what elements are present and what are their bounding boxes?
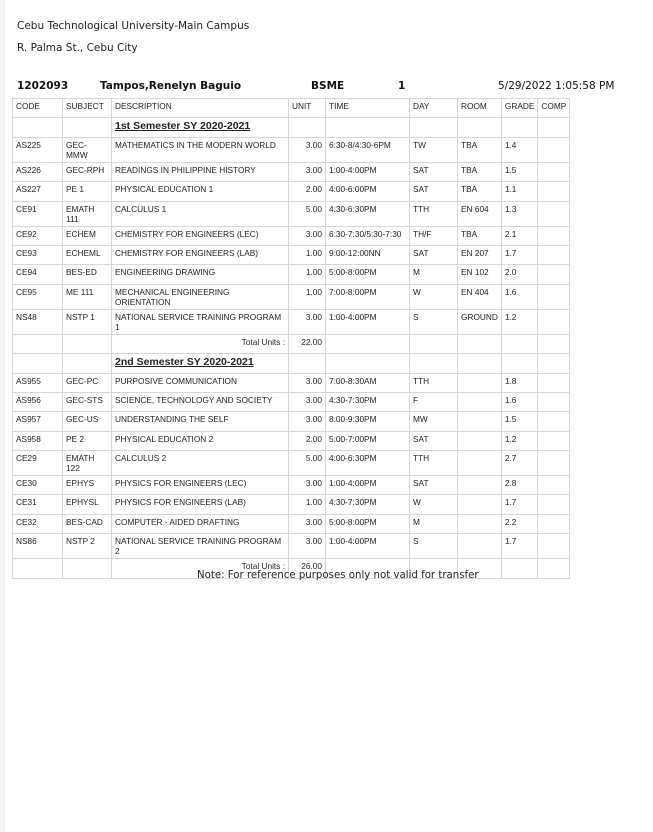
cell-day: TH/F <box>410 226 458 245</box>
col-description: DESCRIPTION <box>112 99 289 118</box>
table-row <box>13 431 570 450</box>
empty-cell <box>538 559 570 578</box>
cell-unit: 3.00 <box>289 392 326 411</box>
empty-cell <box>458 334 502 353</box>
cell-code: AS956 <box>13 392 63 411</box>
table-row <box>13 182 570 201</box>
cell-subject: BES-ED <box>63 265 112 284</box>
cell-grade: 2.1 <box>501 226 538 245</box>
student-name: Tampos,Renelyn Baguio <box>100 80 242 92</box>
cell-time: 7:00-8:30AM <box>326 373 410 392</box>
cell-description: CALCULUS 1 <box>112 201 289 226</box>
empty-cell <box>13 354 63 373</box>
cell-time: 1:00-4:00PM <box>326 534 410 559</box>
cell-description: PHYSICAL EDUCATION 1 <box>112 182 289 201</box>
col-unit: UNIT <box>289 99 326 118</box>
cell-day: SAT <box>410 476 458 495</box>
cell-description: MATHEMATICS IN THE MODERN WORLD <box>112 137 289 162</box>
table-header-row <box>13 99 570 118</box>
cell-subject: ME 111 <box>63 284 112 309</box>
cell-subject: PE 1 <box>63 182 112 201</box>
table-row <box>13 309 570 334</box>
cell-comp <box>538 373 570 392</box>
cell-description: READINGS IN PHILIPPINE HISTORY <box>112 162 289 181</box>
cell-room: TBA <box>458 162 502 181</box>
cell-room <box>458 451 502 476</box>
cell-unit: 3.00 <box>289 137 326 162</box>
table-row <box>13 201 570 226</box>
cell-room <box>458 495 502 514</box>
table-row <box>13 534 570 559</box>
cell-room: GROUND <box>458 309 502 334</box>
cell-unit: 3.00 <box>289 226 326 245</box>
cell-room: EN 207 <box>458 245 502 264</box>
table-row <box>13 265 570 284</box>
cell-description: PHYSICS FOR ENGINEERS (LAB) <box>112 495 289 514</box>
cell-day: M <box>410 514 458 533</box>
cell-subject: NSTP 1 <box>63 309 112 334</box>
cell-time: 4:30-7:30PM <box>326 392 410 411</box>
cell-time: 5:00-7:00PM <box>326 431 410 450</box>
cell-day: W <box>410 495 458 514</box>
table-row <box>13 162 570 181</box>
cell-day: S <box>410 534 458 559</box>
cell-comp <box>538 431 570 450</box>
cell-code: CE31 <box>13 495 63 514</box>
table-row <box>13 226 570 245</box>
cell-day: S <box>410 309 458 334</box>
empty-cell <box>63 118 112 137</box>
semester-heading-row <box>13 118 570 137</box>
cell-grade: 1.7 <box>501 495 538 514</box>
cell-room <box>458 514 502 533</box>
cell-grade: 1.3 <box>501 201 538 226</box>
print-timestamp: 5/29/2022 1:05:58 PM <box>498 80 615 92</box>
cell-code: CE92 <box>13 226 63 245</box>
cell-comp <box>538 182 570 201</box>
total-units-label: Total Units : <box>112 334 289 353</box>
cell-unit: 3.00 <box>289 476 326 495</box>
cell-description: CALCULUS 2 <box>112 451 289 476</box>
empty-cell <box>410 354 458 373</box>
empty-cell <box>410 118 458 137</box>
cell-description: NATIONAL SERVICE TRAINING PROGRAM 1 <box>112 309 289 334</box>
cell-comp <box>538 309 570 334</box>
cell-grade: 1.4 <box>501 137 538 162</box>
cell-day: TTH <box>410 373 458 392</box>
cell-day: SAT <box>410 182 458 201</box>
cell-time: 4:30-6:30PM <box>326 201 410 226</box>
empty-cell <box>326 118 410 137</box>
total-units-value: 26.00 <box>289 559 326 578</box>
empty-cell <box>289 354 326 373</box>
empty-cell <box>13 334 63 353</box>
cell-time: 8:00-9:30PM <box>326 412 410 431</box>
cell-day: TTH <box>410 451 458 476</box>
cell-unit: 5.00 <box>289 201 326 226</box>
cell-comp <box>538 265 570 284</box>
cell-time: 6:30-7:30/5:30-7:30 <box>326 226 410 245</box>
cell-time: 4:00-6:00PM <box>326 182 410 201</box>
empty-cell <box>538 334 570 353</box>
cell-grade: 1.6 <box>501 284 538 309</box>
cell-subject: EMATH 122 <box>63 451 112 476</box>
cell-day: SAT <box>410 431 458 450</box>
cell-day: SAT <box>410 245 458 264</box>
empty-cell <box>501 559 538 578</box>
cell-code: AS227 <box>13 182 63 201</box>
table-row <box>13 476 570 495</box>
cell-day: W <box>410 284 458 309</box>
cell-time: 1:00-4:00PM <box>326 162 410 181</box>
empty-cell <box>501 334 538 353</box>
table-row <box>13 137 570 162</box>
cell-comp <box>538 534 570 559</box>
cell-code: AS955 <box>13 373 63 392</box>
cell-room: EN 102 <box>458 265 502 284</box>
col-comp: COMP <box>538 99 570 118</box>
cell-unit: 1.00 <box>289 495 326 514</box>
cell-subject: EMATH 111 <box>63 201 112 226</box>
cell-subject: GEC-RPH <box>63 162 112 181</box>
cell-comp <box>538 451 570 476</box>
table-row <box>13 392 570 411</box>
table-row <box>13 514 570 533</box>
cell-subject: ECHEM <box>63 226 112 245</box>
cell-comp <box>538 162 570 181</box>
empty-cell <box>538 354 570 373</box>
empty-cell <box>13 559 63 578</box>
cell-day: M <box>410 265 458 284</box>
empty-cell <box>458 118 502 137</box>
cell-day: F <box>410 392 458 411</box>
cell-room: TBA <box>458 137 502 162</box>
cell-description: COMPUTER - AIDED DRAFTING <box>112 514 289 533</box>
cell-comp <box>538 392 570 411</box>
col-grade: GRADE <box>501 99 538 118</box>
cell-grade: 2.8 <box>501 476 538 495</box>
cell-grade: 1.1 <box>501 182 538 201</box>
cell-unit: 3.00 <box>289 412 326 431</box>
col-subject: SUBJECT <box>63 99 112 118</box>
disclaimer-note: Note: For reference purposes only not valid for transfer <box>197 570 479 581</box>
cell-comp <box>538 476 570 495</box>
grades-table <box>12 98 570 579</box>
cell-code: CE30 <box>13 476 63 495</box>
empty-cell <box>458 354 502 373</box>
cell-day: MW <box>410 412 458 431</box>
cell-code: AS957 <box>13 412 63 431</box>
cell-unit: 1.00 <box>289 245 326 264</box>
cell-room <box>458 476 502 495</box>
cell-unit: 1.00 <box>289 265 326 284</box>
cell-subject: NSTP 2 <box>63 534 112 559</box>
page-edge <box>0 0 5 832</box>
table-row <box>13 451 570 476</box>
cell-code: CE93 <box>13 245 63 264</box>
cell-comp <box>538 226 570 245</box>
cell-subject: ECHEML <box>63 245 112 264</box>
cell-day: SAT <box>410 162 458 181</box>
cell-room <box>458 534 502 559</box>
cell-code: CE91 <box>13 201 63 226</box>
cell-comp <box>538 245 570 264</box>
cell-code: CE29 <box>13 451 63 476</box>
cell-code: NS48 <box>13 309 63 334</box>
col-room: ROOM <box>458 99 502 118</box>
cell-grade: 1.5 <box>501 162 538 181</box>
table-row <box>13 373 570 392</box>
cell-comp <box>538 495 570 514</box>
table-row <box>13 245 570 264</box>
cell-code: CE95 <box>13 284 63 309</box>
cell-description: CHEMISTRY FOR ENGINEERS (LEC) <box>112 226 289 245</box>
cell-grade: 2.2 <box>501 514 538 533</box>
cell-day: TW <box>410 137 458 162</box>
cell-subject: GEC-PC <box>63 373 112 392</box>
semester-title: 1st Semester SY 2020-2021 <box>112 118 289 137</box>
cell-code: CE94 <box>13 265 63 284</box>
cell-room <box>458 392 502 411</box>
empty-cell <box>13 118 63 137</box>
cell-grade: 2.0 <box>501 265 538 284</box>
cell-code: NS86 <box>13 534 63 559</box>
cell-unit: 3.00 <box>289 373 326 392</box>
cell-subject: BES-CAD <box>63 514 112 533</box>
cell-room <box>458 373 502 392</box>
cell-unit: 2.00 <box>289 431 326 450</box>
student-course: BSME <box>311 80 345 92</box>
cell-time: 1:00-4:00PM <box>326 476 410 495</box>
cell-room: EN 404 <box>458 284 502 309</box>
empty-cell <box>63 559 112 578</box>
cell-code: CE32 <box>13 514 63 533</box>
cell-day: TTH <box>410 201 458 226</box>
cell-grade: 1.7 <box>501 534 538 559</box>
cell-description: UNDERSTANDING THE SELF <box>112 412 289 431</box>
total-units-value: 22.00 <box>289 334 326 353</box>
cell-description: ENGINEERING DRAWING <box>112 265 289 284</box>
total-units-label: Total Units : <box>112 559 289 578</box>
school-address: R. Palma St., Cebu City <box>17 42 138 54</box>
cell-comp <box>538 201 570 226</box>
empty-cell <box>326 354 410 373</box>
cell-time: 4:00-6:30PM <box>326 451 410 476</box>
cell-unit: 3.00 <box>289 309 326 334</box>
cell-description: MECHANICAL ENGINEERING ORIENTATION <box>112 284 289 309</box>
cell-unit: 2.00 <box>289 182 326 201</box>
cell-comp <box>538 284 570 309</box>
cell-unit: 3.00 <box>289 534 326 559</box>
cell-grade: 1.5 <box>501 412 538 431</box>
cell-room <box>458 412 502 431</box>
cell-subject: GEC-US <box>63 412 112 431</box>
cell-description: CHEMISTRY FOR ENGINEERS (LAB) <box>112 245 289 264</box>
empty-cell <box>538 118 570 137</box>
cell-grade: 1.8 <box>501 373 538 392</box>
cell-comp <box>538 514 570 533</box>
cell-time: 5:00-8:00PM <box>326 514 410 533</box>
cell-comp <box>538 412 570 431</box>
cell-unit: 3.00 <box>289 162 326 181</box>
cell-time: 5:00-8:00PM <box>326 265 410 284</box>
cell-room: TBA <box>458 182 502 201</box>
cell-room: TBA <box>458 226 502 245</box>
student-id: 1202093 <box>17 80 69 92</box>
cell-subject: EPHYS <box>63 476 112 495</box>
cell-code: AS958 <box>13 431 63 450</box>
cell-grade: 1.2 <box>501 309 538 334</box>
table-row <box>13 495 570 514</box>
total-row <box>13 334 570 353</box>
cell-comp <box>538 137 570 162</box>
table-row <box>13 412 570 431</box>
cell-description: PURPOSIVE COMMUNICATION <box>112 373 289 392</box>
cell-time: 9:00-12:00NN <box>326 245 410 264</box>
cell-room: EN 604 <box>458 201 502 226</box>
cell-time: 4:30-7:30PM <box>326 495 410 514</box>
empty-cell <box>501 118 538 137</box>
cell-unit: 1.00 <box>289 284 326 309</box>
cell-description: NATIONAL SERVICE TRAINING PROGRAM 2 <box>112 534 289 559</box>
cell-subject: GEC-MMW <box>63 137 112 162</box>
cell-code: AS225 <box>13 137 63 162</box>
cell-unit: 3.00 <box>289 514 326 533</box>
student-year: 1 <box>398 80 406 92</box>
empty-cell <box>289 118 326 137</box>
cell-code: AS226 <box>13 162 63 181</box>
empty-cell <box>63 334 112 353</box>
cell-grade: 1.7 <box>501 245 538 264</box>
cell-grade: 1.6 <box>501 392 538 411</box>
empty-cell <box>410 334 458 353</box>
col-time: TIME <box>326 99 410 118</box>
cell-grade: 2.7 <box>501 451 538 476</box>
col-day: DAY <box>410 99 458 118</box>
cell-subject: EPHYSL <box>63 495 112 514</box>
cell-description: PHYSICAL EDUCATION 2 <box>112 431 289 450</box>
cell-time: 6:30-8/4:30-6PM <box>326 137 410 162</box>
semester-heading-row <box>13 354 570 373</box>
empty-cell <box>63 354 112 373</box>
cell-unit: 5.00 <box>289 451 326 476</box>
col-code: CODE <box>13 99 63 118</box>
empty-cell <box>326 334 410 353</box>
cell-subject: GEC-STS <box>63 392 112 411</box>
cell-description: SCIENCE, TECHNOLOGY AND SOCIETY <box>112 392 289 411</box>
semester-title: 2nd Semester SY 2020-2021 <box>112 354 289 373</box>
cell-room <box>458 431 502 450</box>
table-row <box>13 284 570 309</box>
cell-grade: 1.2 <box>501 431 538 450</box>
cell-subject: PE 2 <box>63 431 112 450</box>
cell-time: 1:00-4:00PM <box>326 309 410 334</box>
cell-time: 7:00-8:00PM <box>326 284 410 309</box>
cell-description: PHYSICS FOR ENGINEERS (LEC) <box>112 476 289 495</box>
empty-cell <box>501 354 538 373</box>
school-name: Cebu Technological University-Main Campus <box>17 20 250 32</box>
